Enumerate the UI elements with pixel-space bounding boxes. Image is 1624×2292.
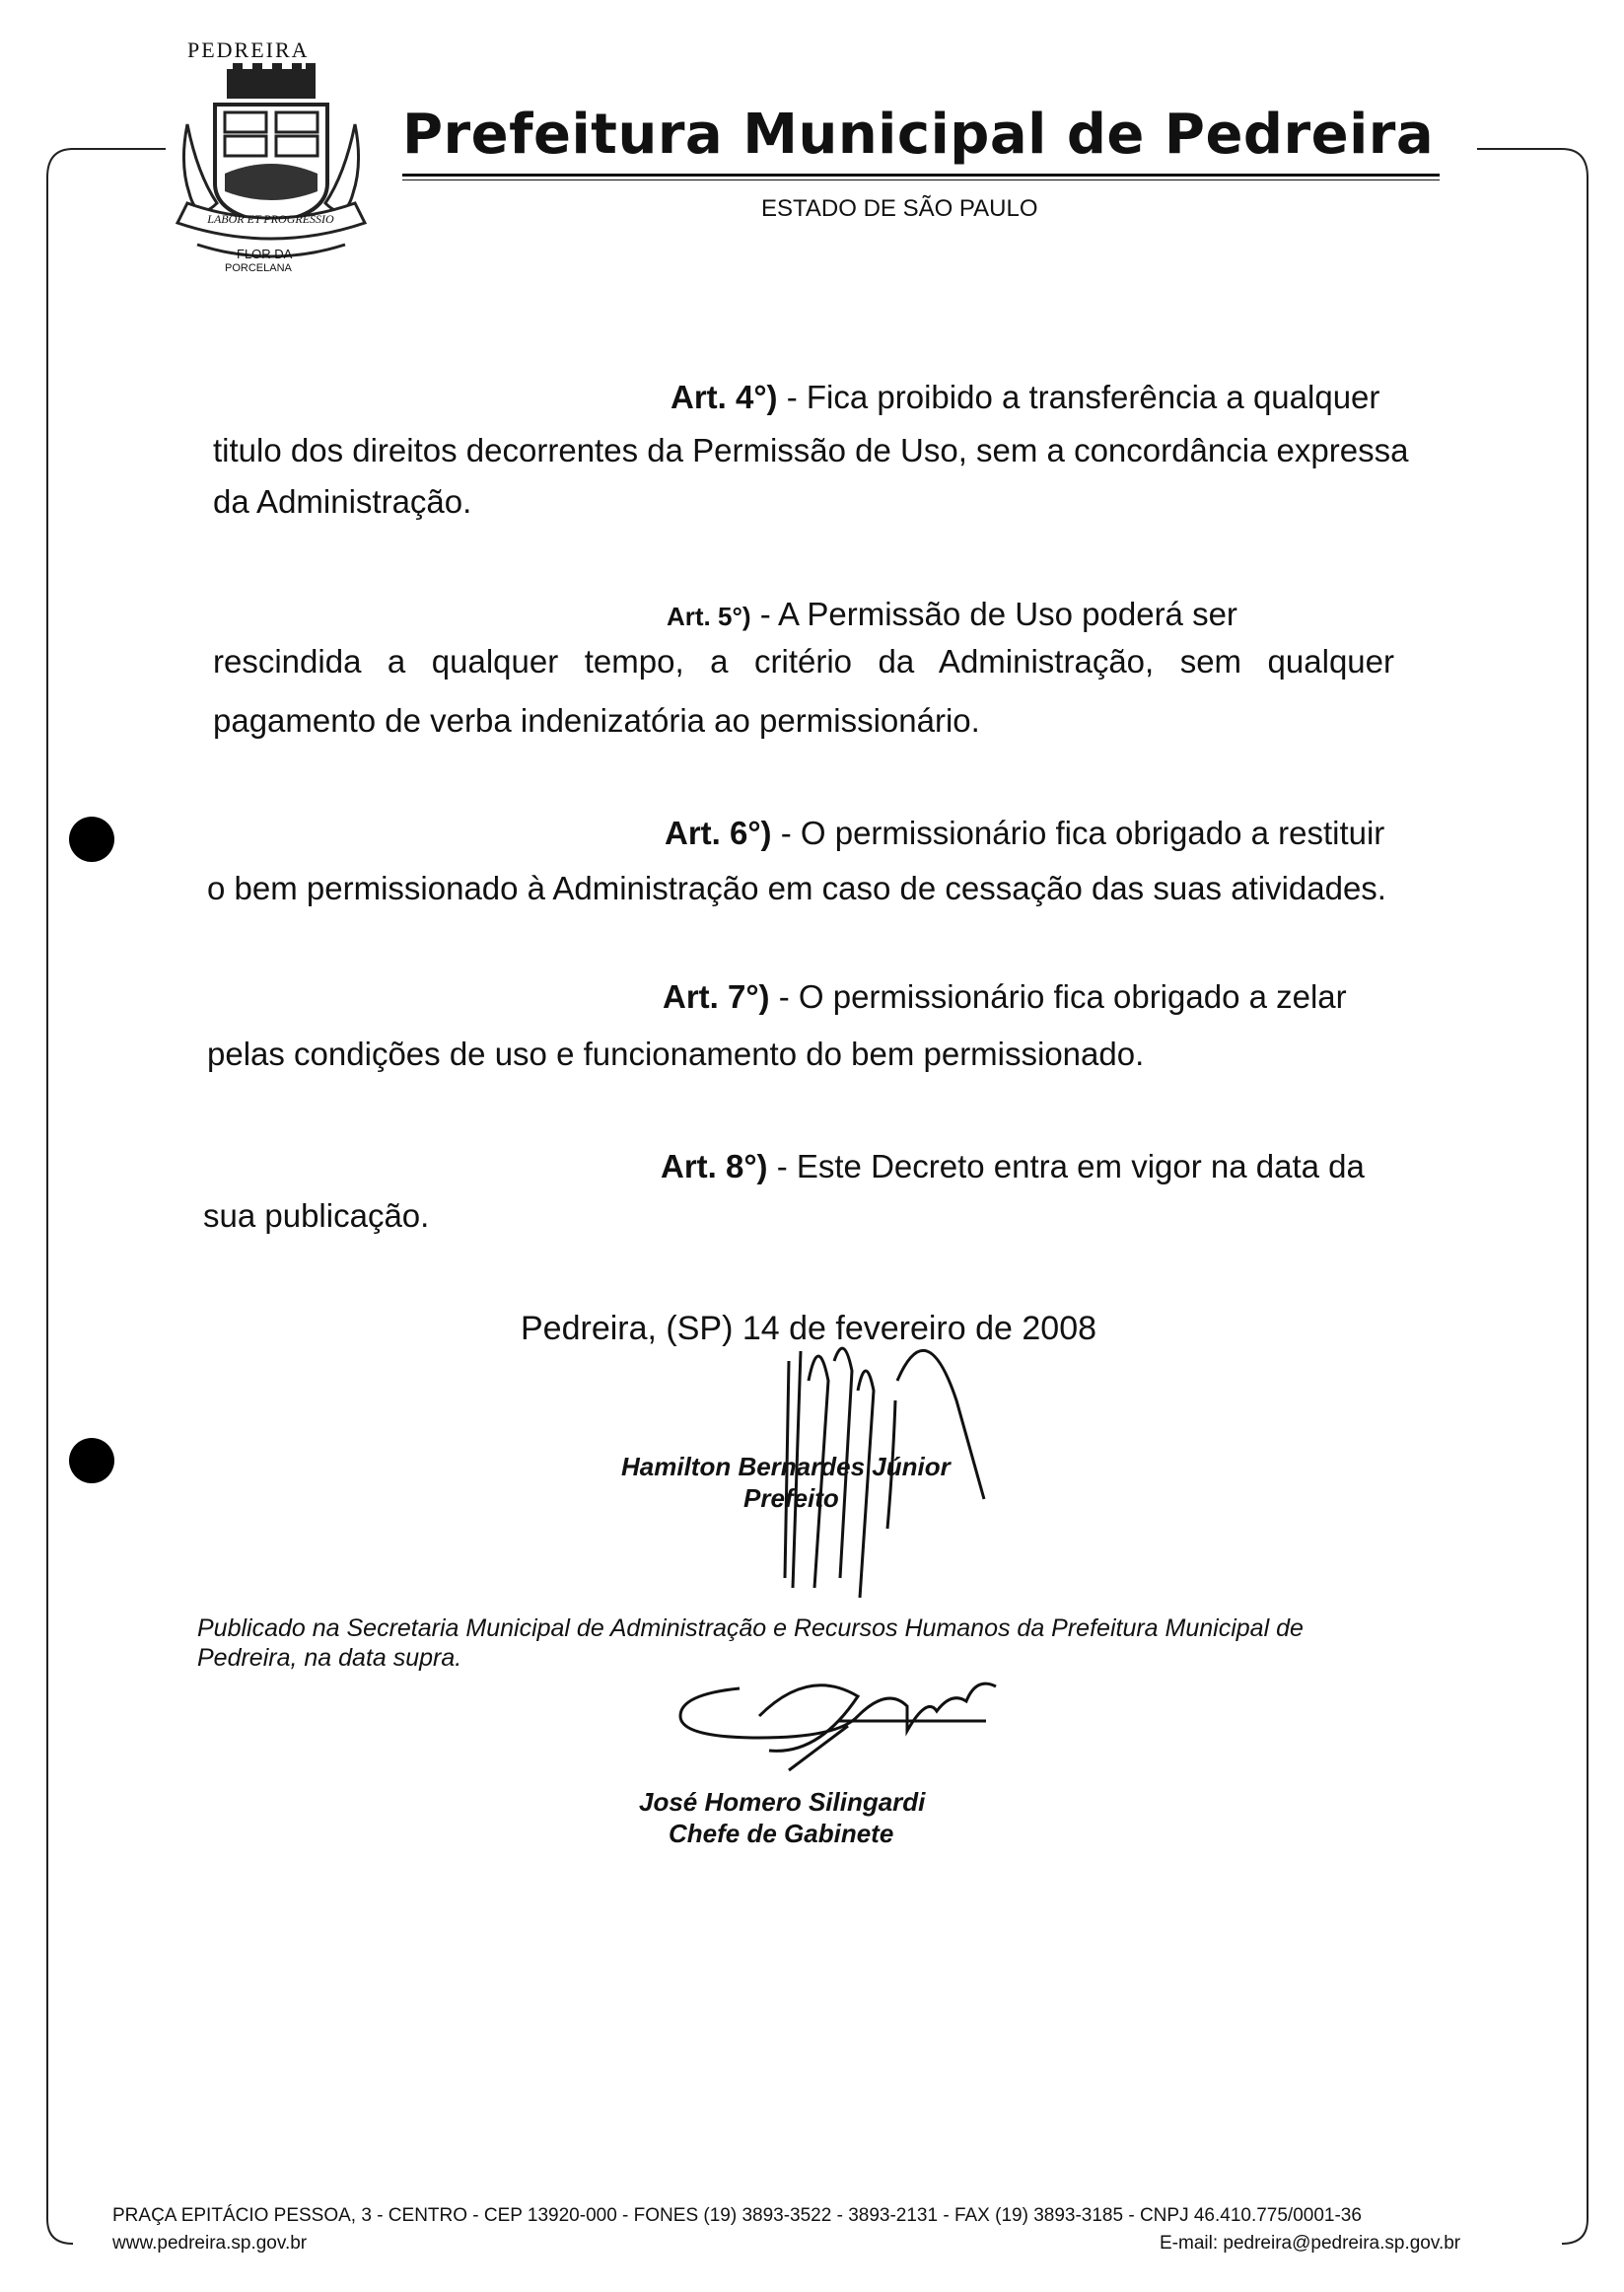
article-line: pagamento de verba indenizatória ao permissionário. <box>213 702 980 739</box>
article-label: Art. 6°) <box>665 815 772 851</box>
publication-note: Publicado na Secretaria Municipal de Administração e Recursos Humanos da Prefeitura Municipal de Pedreira, na data supra. <box>197 1614 1304 1672</box>
punch-hole <box>69 817 114 862</box>
article-line: - A Permissão de Uso poderá ser <box>759 596 1237 632</box>
article-label: Art. 7°) <box>663 978 770 1015</box>
article-line: pelas condições de uso e funcionamento do bem permissionado. <box>207 1036 1145 1072</box>
mayor-name: Hamilton Bernardes Júnior <box>621 1452 951 1481</box>
date-line: Pedreira, (SP) 14 de fevereiro de 2008 <box>521 1310 1097 1347</box>
footer-email[interactable]: E-mail: pedreira@pedreira.sp.gov.br <box>1160 2233 1461 2254</box>
chief-title: Chefe de Gabinete <box>669 1819 894 1848</box>
coat-subtitle-line2: PORCELANA <box>225 262 292 274</box>
page-title: Prefeitura Municipal de Pedreira <box>402 103 1435 167</box>
article-line: - Fica proibido a transferência a qualquer <box>786 379 1380 415</box>
article-line: o bem permissionado à Administração em caso de cessação das suas atividades. <box>207 870 1386 906</box>
coat-motto: LABOR ET PROGRESSIO <box>207 212 334 226</box>
title-underline <box>402 174 1440 177</box>
article-label: Art. 5°) <box>667 602 751 631</box>
page-subtitle: ESTADO DE SÃO PAULO <box>761 195 1038 222</box>
footer-website[interactable]: www.pedreira.sp.gov.br <box>112 2233 308 2254</box>
article-line: titulo dos direitos decorrentes da Permissão de Uso, sem a concordância expressa <box>213 432 1409 468</box>
article-label: Art. 8°) <box>661 1148 768 1184</box>
coat-subtitle-line1: FLOR DA <box>237 247 293 261</box>
coat-of-arms-emblem-icon <box>168 36 375 282</box>
article-line: da Administração. <box>213 483 472 520</box>
chief-name: José Homero Silingardi <box>639 1787 926 1817</box>
coat-banner-text: PEDREIRA <box>187 37 310 62</box>
article-line: rescindida a qualquer tempo, a critério da Administração, sem qualquer <box>213 643 1394 680</box>
article-line: - Este Decreto entra em vigor na data da <box>776 1148 1365 1184</box>
article-line: - O permissionário fica obrigado a zelar <box>778 978 1347 1015</box>
mayor-title: Prefeito <box>743 1483 839 1513</box>
article-label: Art. 4°) <box>671 379 778 415</box>
footer-address: PRAÇA EPITÁCIO PESSOA, 3 - CENTRO - CEP 13920-000 - FONES (19) 3893-3522 - 3893-2131 - FAX (19) 3893-3185 - CNPJ 46.410.775/0001-36 <box>112 2205 1362 2226</box>
title-underline-thin <box>402 179 1440 180</box>
punch-hole <box>69 1438 114 1483</box>
chief-signature-icon <box>671 1677 1016 1785</box>
article-line: - O permissionário fica obrigado a restituir <box>780 815 1385 851</box>
article-line: sua publicação. <box>203 1197 430 1234</box>
